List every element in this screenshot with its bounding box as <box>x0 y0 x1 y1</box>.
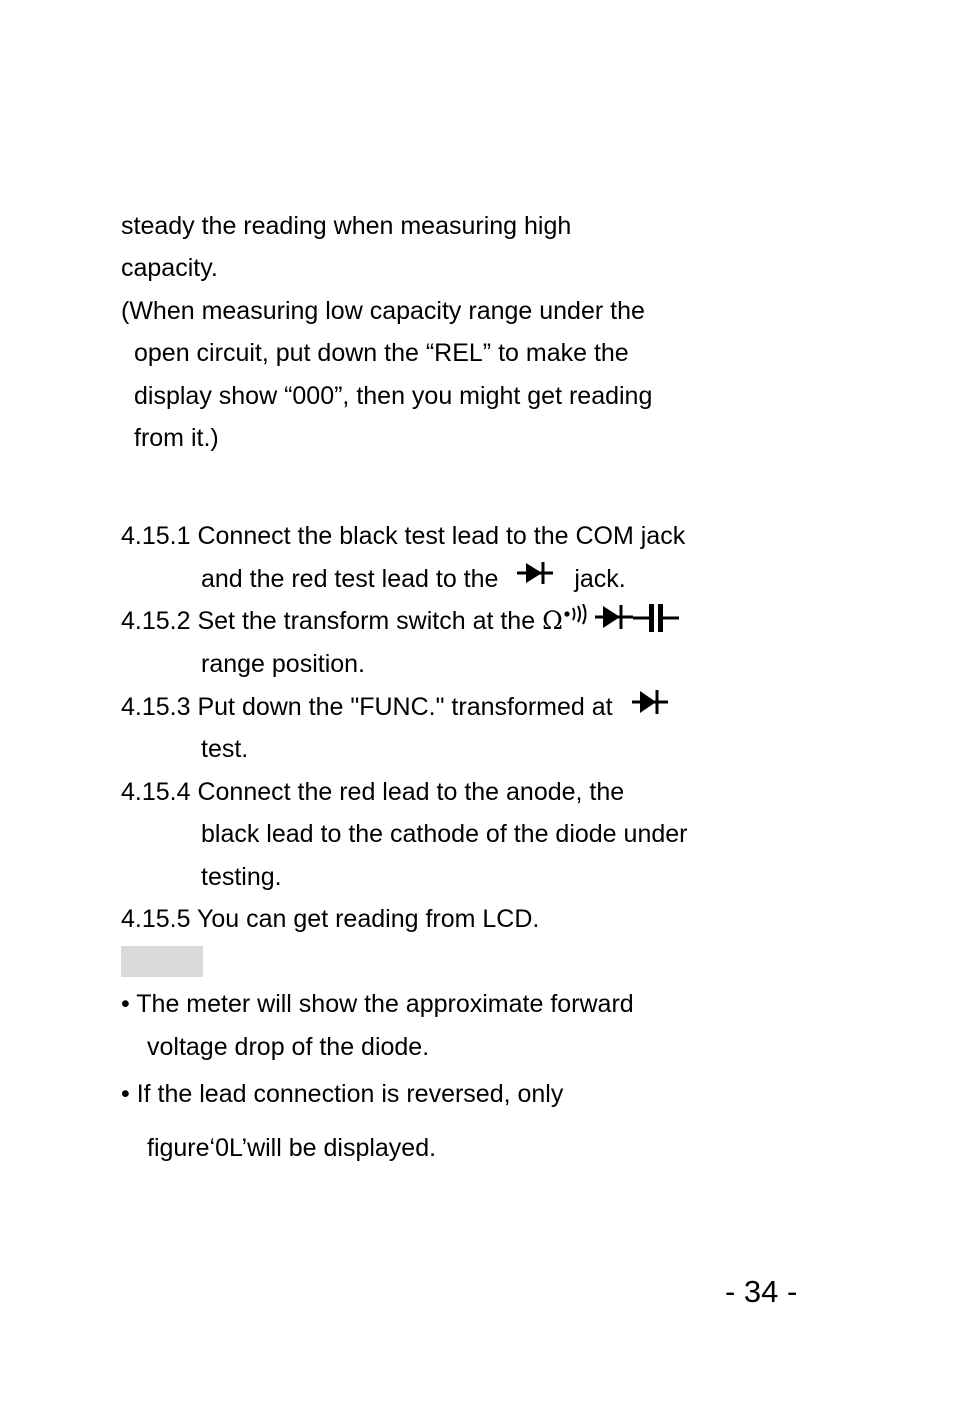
omega-symbol: Ω <box>542 606 563 635</box>
bullet: • <box>121 1080 130 1108</box>
step-text: and the red test lead to the <box>201 565 499 593</box>
step-1 <box>121 521 685 551</box>
step-text: Set the transform switch at the <box>197 607 536 635</box>
intro-line-3: (When measuring low capacity range under the <box>121 297 645 325</box>
step-3-continued: test. <box>201 735 249 763</box>
note-text: The meter will show the approximate forward <box>136 990 634 1018</box>
step-4-continued: black lead to the cathode of the diode under <box>201 820 688 848</box>
step-number: 4.15.2 <box>121 607 191 635</box>
step-number: 4.15.5 <box>121 905 191 933</box>
step-text: Connect the red lead to the anode, the <box>197 778 625 806</box>
step-number: 4.15.3 <box>121 693 191 721</box>
intro-line-5: display show “000”, then you might get reading <box>134 382 653 410</box>
step-4-continued: testing. <box>201 863 282 891</box>
step-2-continued: range position. <box>201 650 366 678</box>
note-marker-box <box>121 946 203 977</box>
step-1-continued <box>201 564 626 594</box>
bullet: • <box>121 990 130 1018</box>
note-text: If the lead connection is reversed, only <box>136 1080 564 1108</box>
diode-icon <box>517 561 553 585</box>
intro-line-6: from it.) <box>134 424 219 452</box>
step-text: Connect the black test lead to the COM jack <box>197 522 686 550</box>
diode-icon <box>632 689 668 715</box>
intro-line-1: steady the reading when measuring high <box>121 212 572 240</box>
step-number: 4.15.1 <box>121 522 191 550</box>
diode-icon <box>595 604 633 630</box>
step-5 <box>121 904 539 934</box>
step-text: jack. <box>574 565 626 593</box>
capacitor-icon <box>633 603 679 633</box>
step-2 <box>121 606 679 636</box>
step-number: 4.15.4 <box>121 778 191 806</box>
note-1 <box>121 989 634 1019</box>
note-2 <box>121 1079 563 1109</box>
page-number: - 34 - <box>725 1274 798 1309</box>
intro-line-4: open circuit, put down the “REL” to make the <box>134 339 629 367</box>
note-1-continued: voltage drop of the diode. <box>147 1033 430 1061</box>
continuity-icon <box>563 604 591 628</box>
intro-line-2: capacity. <box>121 254 218 282</box>
step-3 <box>121 692 668 722</box>
step-4 <box>121 777 624 807</box>
step-text: Put down the "FUNC." transformed at <box>197 693 613 721</box>
step-text: You can get reading from LCD. <box>197 905 540 933</box>
note-2-continued: figure‘0L’will be displayed. <box>147 1134 437 1162</box>
